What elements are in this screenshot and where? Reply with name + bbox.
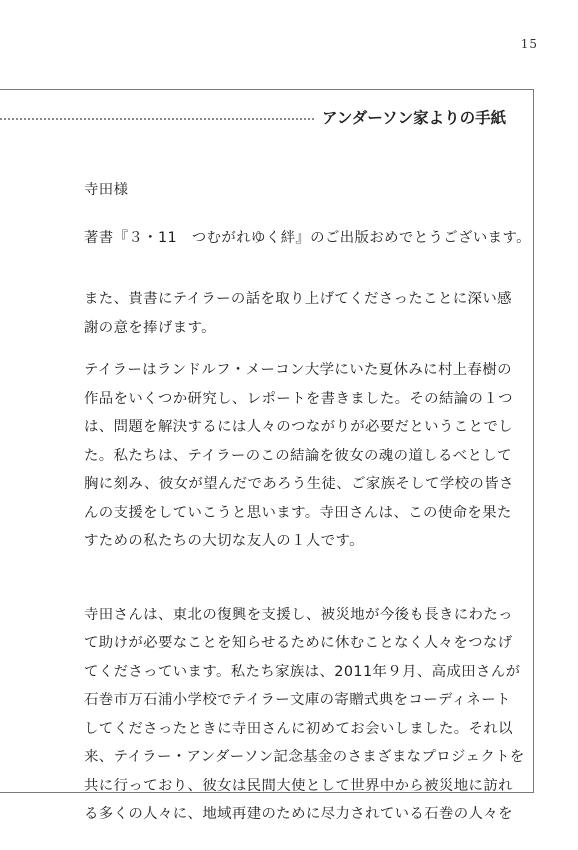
paragraph-terada [84, 601, 525, 829]
text-line: 来、テイラー・アンダーソン記念基金のさまざまなプロジェクトを [84, 749, 525, 765]
text-line: テイラーはランドルフ・メーコン大学にいた夏休みに村上春樹の [84, 362, 512, 378]
text-line: 共に行っており、彼女は民間大使として世界中から被災地に訪れ [84, 777, 513, 794]
text-line: 作品をいくつか研究し、レポートを書きました。その結論の１つ [84, 390, 513, 407]
paragraph-taylor [84, 356, 514, 556]
page-number: 15 [520, 37, 538, 51]
text-line: してくださったときに寺田さんに初めてお会いしました。それ以 [84, 720, 513, 737]
text-line: は、問題を解決するには人々のつながりが必要だということでし [84, 419, 513, 435]
header-dotted-rule [0, 118, 314, 120]
text-line: んの支援をしていこうと思います。寺田さんは、この使命を果た [84, 504, 512, 521]
text-line: てくださっています。私たち家族は、2011年９月、高成田さんが [84, 663, 521, 680]
salutation: 寺田様 [84, 182, 129, 198]
text-line: る多くの人々に、地域再建のために尽力されている石巻の人々を [84, 806, 513, 822]
paragraph-congratulations [84, 224, 531, 253]
text-line: また、貴書にテイラーの話を取り上げてくださったことに深い感 [84, 291, 512, 307]
text-line: 著書『３・11 つむがれゆく絆』のご出版おめでとうございます。 [84, 229, 531, 246]
letter-body [84, 176, 531, 829]
text-line: 謝の意を捧げます。 [84, 319, 216, 336]
text-line: 寺田さんは、東北の復興を支援し、被災地が今後も長きにわたっ [84, 606, 513, 623]
text-line: すための私たちの大切な友人の１人です。 [84, 533, 364, 549]
text-line: た。私たちは、テイラーのこの結論を彼女の魂の道しるべとして [84, 447, 512, 464]
section-title: アンダーソン家よりの手紙 [322, 108, 507, 127]
text-line: 胸に刻み、彼女が望んだであろう生徒、ご家族そして学校の皆さ [84, 476, 514, 492]
text-line: 石巻市万石浦小学校でテイラー文庫の寄贈式典をコーディネート [84, 692, 511, 708]
paragraph-gratitude [84, 285, 514, 342]
text-line: て助けが必要なことを知らせるために休むことなく人々をつなげ [84, 635, 513, 651]
